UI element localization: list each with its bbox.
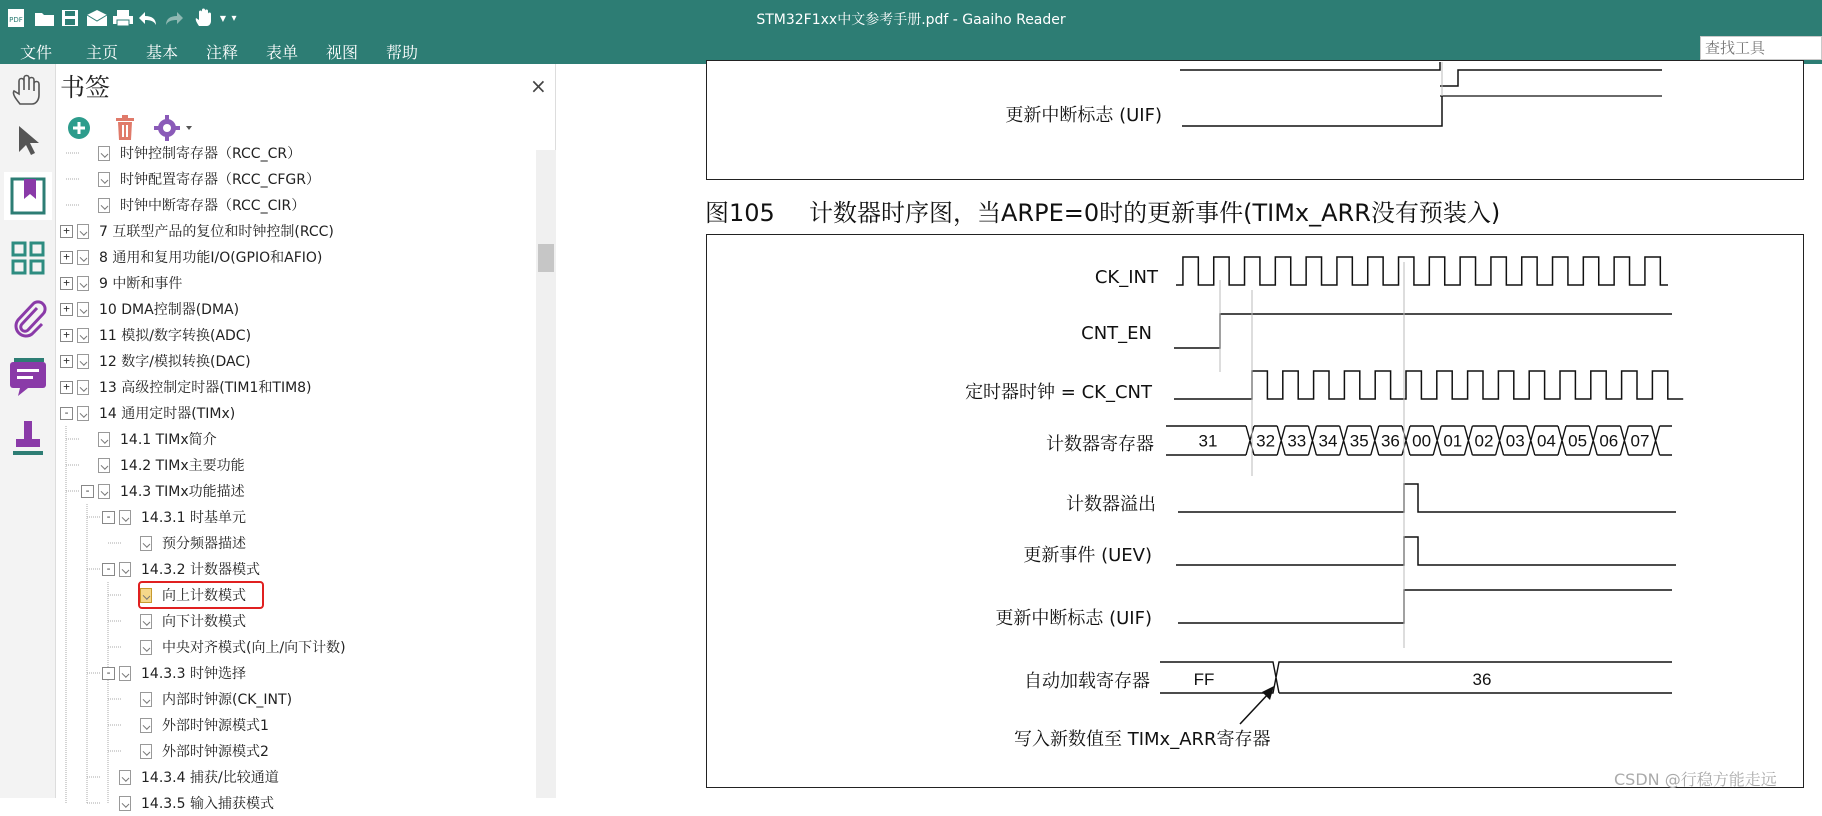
arr-bus <box>1160 662 1672 693</box>
previous-wave-lines <box>1180 62 1662 86</box>
tree-item-label: 向下计数模式 <box>162 614 246 630</box>
figure-number: 图105 <box>705 199 775 227</box>
tree-item-label: 8 通用和复用功能I/O(GPIO和AFIO) <box>99 250 323 266</box>
figure-caption-text: 计数器时序图，当ARPE=0时的更新事件(TIMx_ARR没有预装入) <box>809 199 1501 227</box>
overflow-wave <box>1178 484 1676 512</box>
menu-help[interactable]: 帮助 <box>386 43 419 62</box>
tree-item-label: 内部时钟源(CK_INT) <box>162 692 293 708</box>
signal-label-uev: 更新事件 (UEV) <box>1023 545 1152 566</box>
tree-item-label: 向上计数模式 <box>162 588 246 604</box>
tree-item-label: 9 中断和事件 <box>99 276 183 292</box>
tree-item-label: 12 数字/模拟转换(DAC) <box>99 354 251 370</box>
arr-write-annotation: 写入新数值至 TIMx_ARR寄存器 <box>1014 729 1271 750</box>
counter-value: 33 <box>1287 431 1307 451</box>
tree-item-label: 11 模拟/数字转换(ADC) <box>99 328 252 344</box>
tree-item-label: 时钟配置寄存器（RCC_CFGR） <box>120 172 320 188</box>
signal-label-arr: 自动加载寄存器 <box>1024 671 1150 692</box>
signal-label-ck-int: CK_INT <box>1094 267 1158 288</box>
counter-value: 06 <box>1599 431 1619 451</box>
collapse-icon[interactable]: - <box>60 407 73 420</box>
ck-int-wave <box>1176 257 1668 285</box>
signal-label-cnt-en: CNT_EN <box>1081 323 1152 344</box>
tree-item-label: 14.3 TIMx功能描述 <box>120 484 245 500</box>
window-title: STM32F1xx中文参考手册.pdf - Gaaiho Reader <box>756 12 1066 28</box>
expand-icon[interactable]: + <box>60 251 73 264</box>
counter-value: 03 <box>1505 431 1525 451</box>
tree-item-label: 14.3.2 计数器模式 <box>141 562 260 578</box>
tree-item-label: 14.3.4 捕获/比较通道 <box>141 770 279 786</box>
expand-icon[interactable]: + <box>60 277 73 290</box>
tree-item-label: 时钟中断寄存器（RCC_CIR） <box>120 198 306 214</box>
collapse-icon[interactable]: - <box>102 563 115 576</box>
menu-basic[interactable]: 基本 <box>146 43 179 62</box>
counter-value: 05 <box>1568 431 1588 451</box>
menu-file[interactable]: 文件 <box>20 43 53 62</box>
tree-item-label: 时钟控制寄存器（RCC_CR） <box>120 146 302 162</box>
tree-item-label: 预分频器描述 <box>162 536 246 552</box>
menu-home[interactable]: 主页 <box>86 43 119 62</box>
signal-label-uif: 更新中断标志 (UIF) <box>995 608 1152 629</box>
collapse-icon[interactable]: - <box>81 485 94 498</box>
tree-item-label: 14.1 TIMx简介 <box>120 432 217 448</box>
signal-label-counter: 计数器寄存器 <box>1046 434 1154 455</box>
ck-cnt-wave <box>1174 371 1683 399</box>
counter-value: 34 <box>1318 431 1338 451</box>
signal-label-uif-top: 更新中断标志 (UIF) <box>1005 105 1162 126</box>
counter-value: 32 <box>1256 431 1276 451</box>
expand-icon[interactable]: + <box>60 381 73 394</box>
dropdown-arrow-icon[interactable]: ▼ <box>219 13 227 23</box>
annotation-arrow <box>1240 692 1270 724</box>
svg-text:PDF: PDF <box>9 16 23 24</box>
menu-view[interactable]: 视图 <box>326 43 359 62</box>
watermark: CSDN @行稳方能走远 <box>1614 770 1777 789</box>
tree-item-label: 13 高级控制定时器(TIM1和TIM8) <box>99 380 312 396</box>
tree-item-label: 14.3.5 输入捕获模式 <box>141 796 274 812</box>
expand-icon[interactable]: + <box>60 355 73 368</box>
tree-item-label: 外部时钟源模式1 <box>162 718 269 734</box>
arr-value-old: FF <box>1193 670 1215 689</box>
customize-dropdown-icon[interactable]: ▾ <box>231 12 237 24</box>
counter-value: 31 <box>1198 431 1218 451</box>
uev-wave <box>1176 537 1676 565</box>
expand-icon[interactable]: + <box>60 303 73 316</box>
tree-item-label: 7 互联型产品的复位和时钟控制(RCC) <box>99 224 334 240</box>
tree-item-label: 14.3.3 时钟选择 <box>141 666 246 682</box>
tree-item-label: 14.2 TIMx主要功能 <box>120 458 245 474</box>
arr-value-new: 36 <box>1472 670 1492 689</box>
uif-wave <box>1178 590 1672 623</box>
signal-label-overflow: 计数器溢出 <box>1066 494 1156 515</box>
close-icon[interactable]: × <box>530 74 547 98</box>
tree-item-label: 中央对齐模式(向上/向下计数) <box>162 640 346 656</box>
collapse-icon[interactable]: - <box>102 511 115 524</box>
counter-value: 04 <box>1536 431 1556 451</box>
collapse-icon[interactable]: - <box>102 667 115 680</box>
counter-value: 36 <box>1380 431 1400 451</box>
expand-icon[interactable]: + <box>60 225 73 238</box>
panel-title: 书签 <box>60 73 111 102</box>
tree-item-label: 10 DMA控制器(DMA) <box>99 302 240 318</box>
signal-label-ck-cnt: 定时器时钟 = CK_CNT <box>965 382 1152 403</box>
counter-value: 07 <box>1630 431 1650 451</box>
tree-item-label: 14 通用定时器(TIMx) <box>99 406 236 422</box>
counter-value: 00 <box>1412 431 1432 451</box>
counter-value: 01 <box>1443 431 1463 451</box>
tree-item-label: 14.3.1 时基单元 <box>141 510 246 526</box>
expand-icon[interactable]: + <box>60 329 73 342</box>
tree-item-label: 外部时钟源模式2 <box>162 744 269 760</box>
counter-value: 02 <box>1474 431 1494 451</box>
menu-comment[interactable]: 注释 <box>206 43 239 62</box>
counter-value: 35 <box>1349 431 1369 451</box>
menu-form[interactable]: 表单 <box>266 43 299 62</box>
previous-uif-wave <box>1182 96 1442 126</box>
cnt-en-wave <box>1174 314 1672 348</box>
